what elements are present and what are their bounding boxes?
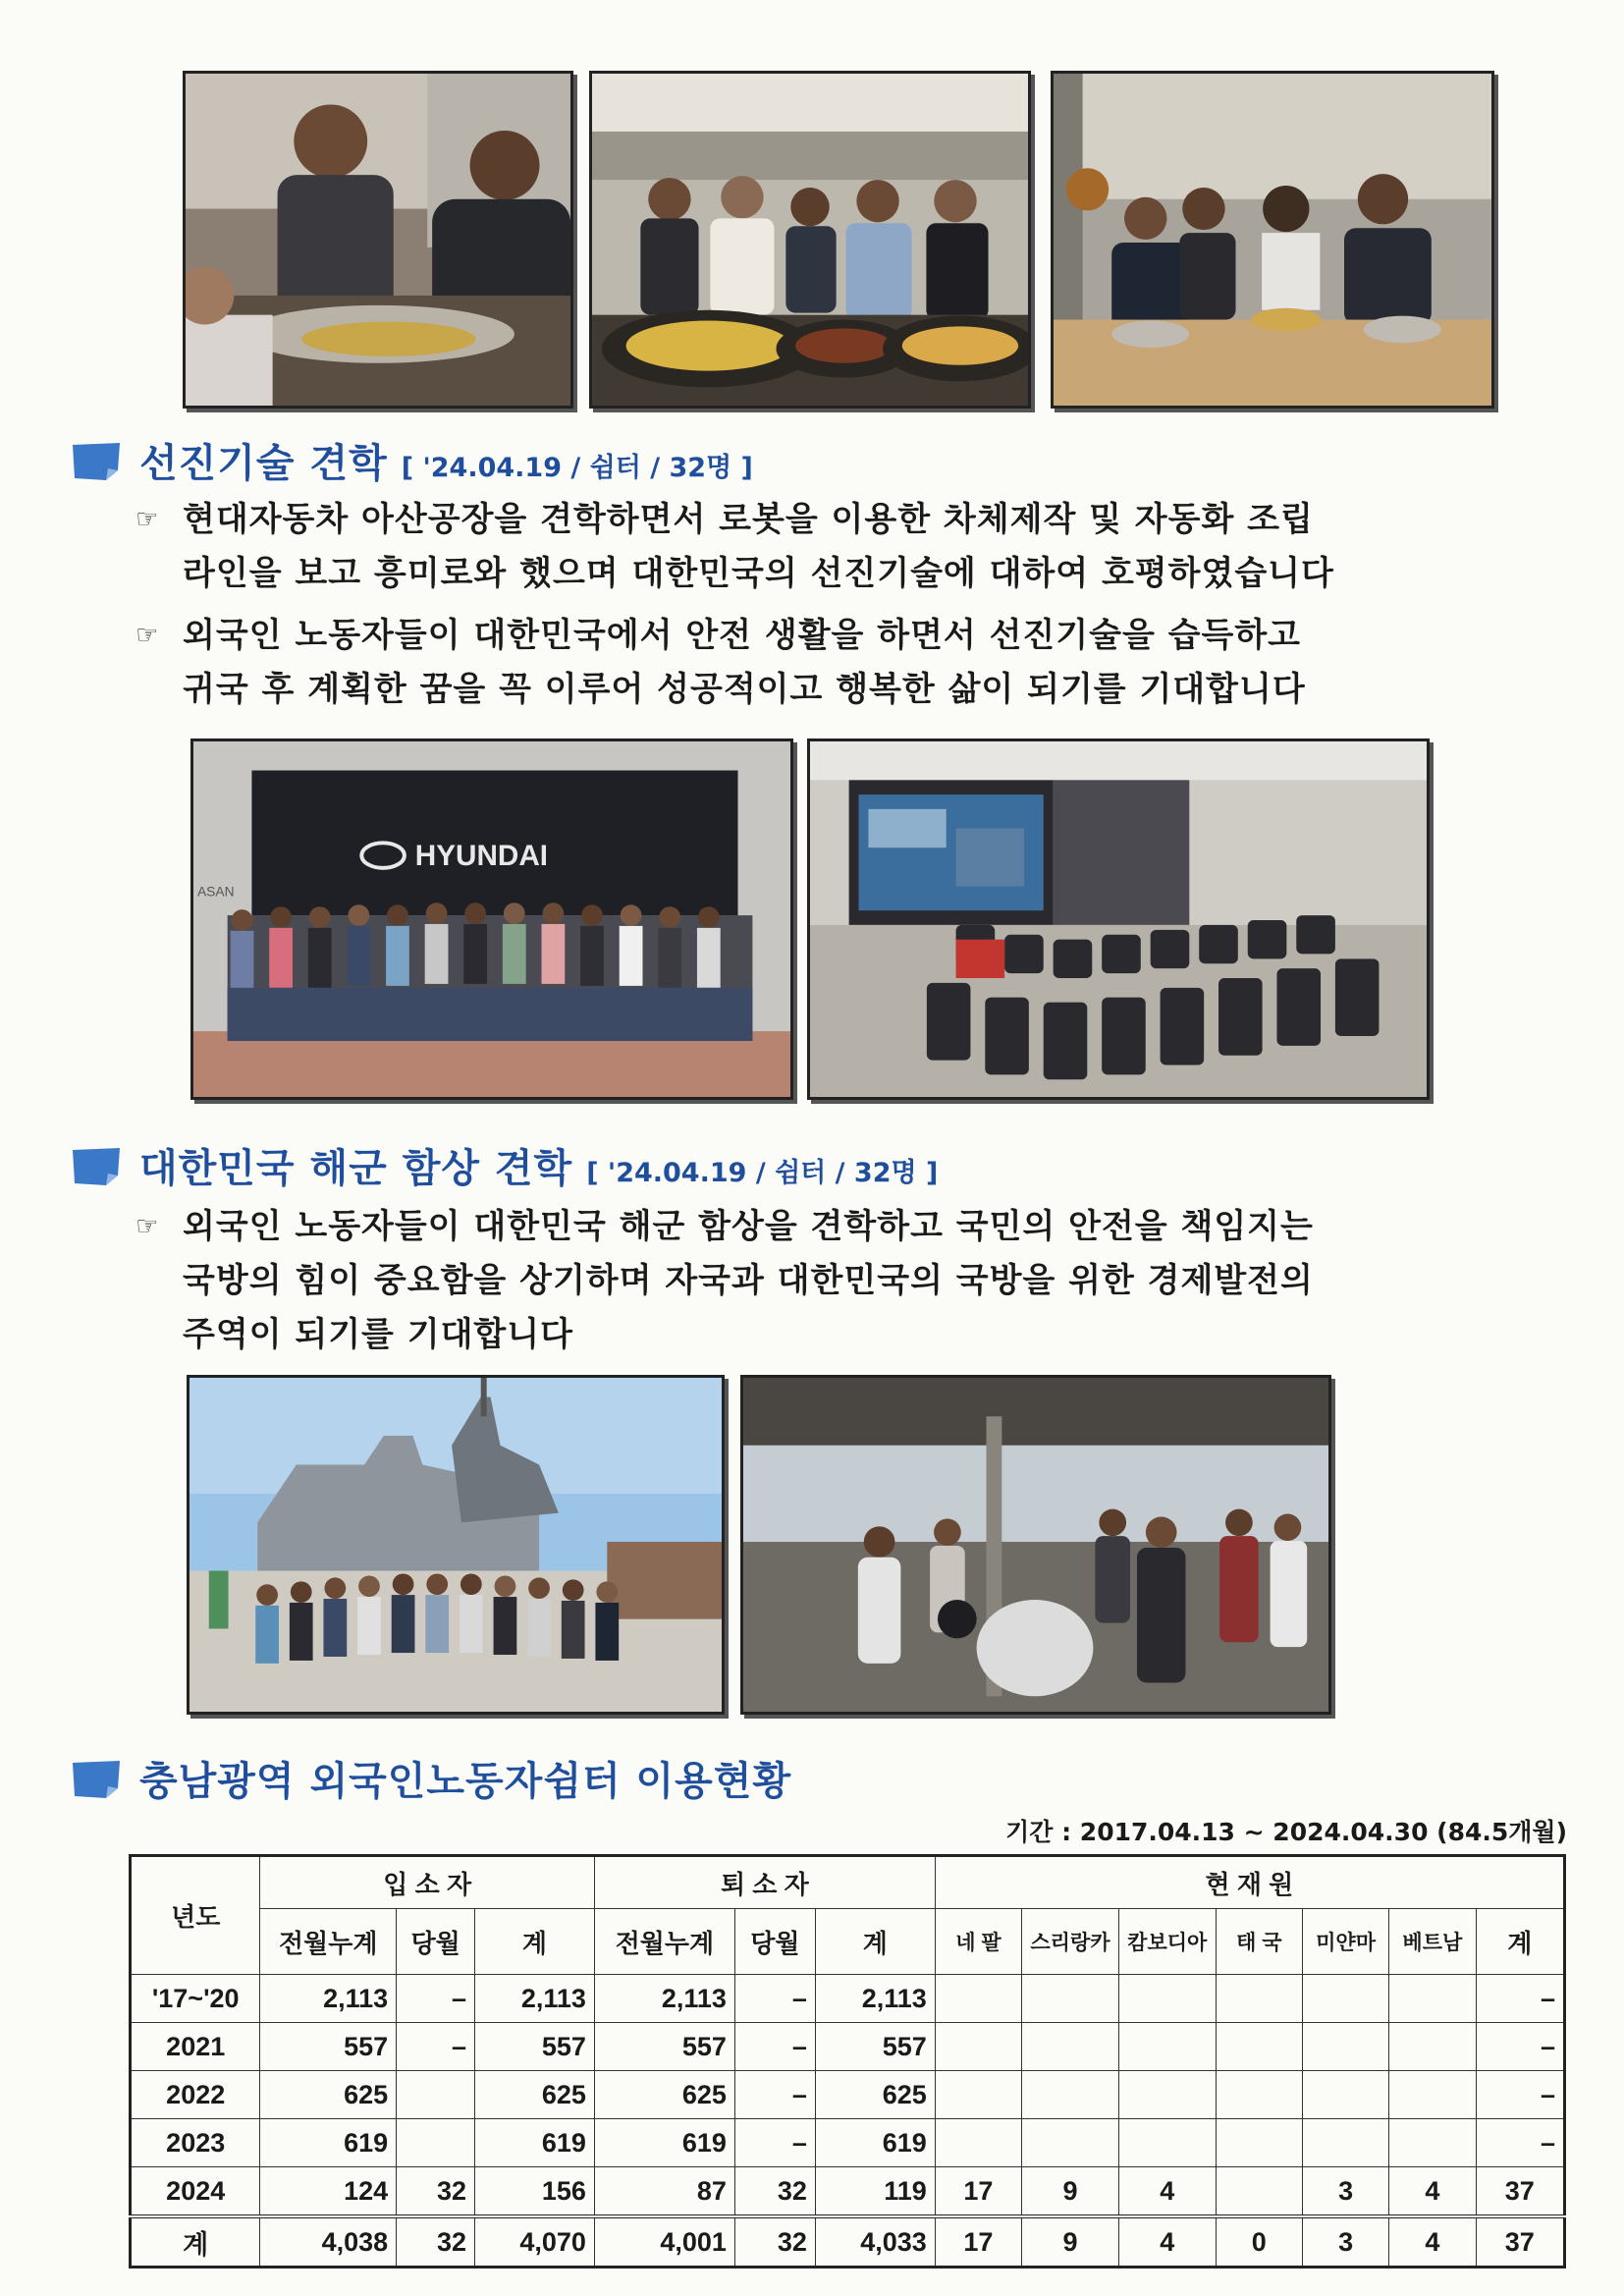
table-cell: 32 — [734, 2216, 815, 2268]
table-cell: 625 — [594, 2071, 734, 2119]
table-cell: – — [734, 2023, 815, 2071]
usage-table — [129, 1854, 1566, 2269]
header-cell: 네 팔 — [935, 1909, 1021, 1975]
table-body — [131, 1975, 1565, 2268]
header-cell: 계 — [475, 1909, 595, 1975]
bullet-item — [135, 609, 1306, 717]
table-cell: 4 — [1389, 2216, 1476, 2268]
table-cell: 557 — [594, 2023, 734, 2071]
bullet-line: 주역이 되기를 기대합니다 — [183, 1315, 573, 1354]
table-row — [131, 2071, 1565, 2119]
pointing-hand-icon: ☞ — [135, 621, 160, 650]
header-cell: 스리랑카 — [1022, 1909, 1119, 1975]
header-cell: 전월누계 — [260, 1909, 397, 1975]
bullet-line: 국방의 힘이 중요함을 상기하며 자국과 대한민국의 국방을 위한 경제발전의 — [183, 1261, 1314, 1300]
folded-note-icon — [71, 441, 122, 482]
table-cell: 625 — [815, 2071, 935, 2119]
table-cell — [1216, 2023, 1302, 2071]
table-cell — [1118, 2071, 1216, 2119]
asan-text: ASAN — [196, 883, 235, 900]
table-row — [131, 2216, 1565, 2268]
section-heading: 선진기술 견학 — [139, 441, 388, 486]
table-cell — [1302, 2023, 1388, 2071]
table-cell: 119 — [815, 2167, 935, 2217]
bullet-line: 라인을 보고 흥미로와 했으며 대한민국의 선진기술에 대하여 호평하였습니다 — [183, 554, 1334, 593]
table-cell: 4,038 — [260, 2216, 397, 2268]
table-cell — [1389, 2119, 1476, 2167]
table-cell: 4,033 — [815, 2216, 935, 2268]
table-cell: – — [397, 1975, 475, 2023]
table-cell — [935, 2071, 1021, 2119]
table-cell: 17 — [935, 2167, 1021, 2217]
table-cell — [1302, 2119, 1388, 2167]
table-cell: 156 — [475, 2167, 595, 2217]
table-cell — [1216, 2167, 1302, 2217]
table-cell: 37 — [1476, 2167, 1565, 2217]
bullet-item — [135, 1200, 1314, 1362]
table-cell: – — [1476, 1975, 1565, 2023]
row-year-cell: 2023 — [131, 2119, 260, 2167]
header-year: 년도 — [131, 1856, 260, 1975]
bullet-line: 귀국 후 계획한 꿈을 꼭 이루어 성공적이고 행복한 삶이 되기를 기대합니다 — [183, 670, 1306, 709]
header-cell: 전월누계 — [594, 1909, 734, 1975]
table-cell — [1216, 2071, 1302, 2119]
section-title-stats — [71, 1750, 791, 1806]
table-cell: 124 — [260, 2167, 397, 2217]
photo-cooking-1 — [183, 71, 573, 409]
bullet-item — [135, 493, 1334, 601]
table-cell: – — [1476, 2071, 1565, 2119]
table-cell: 557 — [260, 2023, 397, 2071]
table-cell: 3 — [1302, 2216, 1388, 2268]
table-cell: 2,113 — [260, 1975, 397, 2023]
table-cell: 619 — [815, 2119, 935, 2167]
row-year-cell: 2024 — [131, 2167, 260, 2217]
section-meta: [ '24.04.19 / 쉼터 / 32명 ] — [401, 453, 753, 483]
table-cell — [935, 1975, 1021, 2023]
table-cell: 4,070 — [475, 2216, 595, 2268]
header-cell: 미얀마 — [1302, 1909, 1388, 1975]
row-year-cell: 계 — [131, 2216, 260, 2268]
table-cell: 4 — [1118, 2216, 1216, 2268]
table-row — [131, 1975, 1565, 2023]
table-cell: 2,113 — [815, 1975, 935, 2023]
header-cell: 베트남 — [1389, 1909, 1476, 1975]
table-cell: 37 — [1476, 2216, 1565, 2268]
header-cell: 당월 — [397, 1909, 475, 1975]
table-cell — [397, 2119, 475, 2167]
pointing-hand-icon: ☞ — [135, 1212, 160, 1241]
table-cell: 4 — [1118, 2167, 1216, 2217]
table-cell: 625 — [475, 2071, 595, 2119]
table-cell: 32 — [397, 2216, 475, 2268]
table-cell: – — [1476, 2119, 1565, 2167]
table-cell: 557 — [475, 2023, 595, 2071]
table-cell: 3 — [1302, 2167, 1388, 2217]
table-cell — [1022, 1975, 1119, 2023]
table-cell — [1216, 1975, 1302, 2023]
table-cell: 2,113 — [594, 1975, 734, 2023]
table-cell — [1216, 2119, 1302, 2167]
header-cell: 당월 — [734, 1909, 815, 1975]
table-cell — [1118, 2023, 1216, 2071]
table-cell: 619 — [475, 2119, 595, 2167]
table-row — [131, 2119, 1565, 2167]
row-year-cell: 2021 — [131, 2023, 260, 2071]
table-cell: – — [397, 2023, 475, 2071]
pointing-hand-icon: ☞ — [135, 505, 160, 534]
header-cell: 계 — [815, 1909, 935, 1975]
bullet-line: 현대자동차 아산공장을 견학하면서 로봇을 이용한 차체제작 및 자동화 조립 — [183, 500, 1314, 539]
table-cell: 2,113 — [475, 1975, 595, 2023]
table-cell: 17 — [935, 2216, 1021, 2268]
table-cell: 557 — [815, 2023, 935, 2071]
table-row — [131, 2167, 1565, 2217]
bullet-line: 외국인 노동자들이 대한민국 해군 함상을 견학하고 국민의 안전을 책임지는 — [183, 1207, 1314, 1246]
table-cell: – — [734, 1975, 815, 2023]
table-cell — [1022, 2071, 1119, 2119]
table-cell — [1389, 2071, 1476, 2119]
table-cell — [1022, 2023, 1119, 2071]
table-cell — [935, 2023, 1021, 2071]
table-cell — [935, 2119, 1021, 2167]
photo-cooking-2 — [589, 71, 1031, 409]
table-cell: 9 — [1022, 2167, 1119, 2217]
photo-eating — [1051, 71, 1494, 409]
header-cell: 캄보디아 — [1118, 1909, 1216, 1975]
table-cell — [397, 2071, 475, 2119]
table-cell — [1389, 1975, 1476, 2023]
table-cell: 619 — [260, 2119, 397, 2167]
folded-note-icon — [71, 1146, 122, 1187]
table-cell: 9 — [1022, 2216, 1119, 2268]
period-text: 기간 : 2017.04.13 ~ 2024.04.30 (84.5개월) — [1005, 1818, 1567, 1846]
table-row — [131, 2023, 1565, 2071]
table-cell: 4,001 — [594, 2216, 734, 2268]
table-cell: 625 — [260, 2071, 397, 2119]
table-cell — [1022, 2119, 1119, 2167]
header-cell: 계 — [1476, 1909, 1565, 1975]
row-year-cell: 2022 — [131, 2071, 260, 2119]
section-title-navy — [71, 1137, 938, 1193]
header-group-out: 퇴 소 자 — [594, 1856, 935, 1909]
photo-hyundai-theater — [807, 738, 1430, 1100]
table-cell: 0 — [1216, 2216, 1302, 2268]
table-cell — [1302, 1975, 1388, 2023]
photo-navy-group — [187, 1375, 725, 1715]
header-group-current: 현 재 원 — [935, 1856, 1564, 1909]
row-year-cell: '17~'20 — [131, 1975, 260, 2023]
bullet-line: 외국인 노동자들이 대한민국에서 안전 생활을 하면서 선진기술을 습득하고 — [183, 616, 1302, 655]
table-cell: 32 — [734, 2167, 815, 2217]
table-cell: – — [1476, 2023, 1565, 2071]
table-cell — [1118, 2119, 1216, 2167]
table-cell — [1118, 1975, 1216, 2023]
table-cell: 619 — [594, 2119, 734, 2167]
table-cell: 32 — [397, 2167, 475, 2217]
table-cell — [1389, 2023, 1476, 2071]
section-heading: 대한민국 해군 함상 견학 — [139, 1146, 573, 1191]
photo-navy-bridge — [740, 1375, 1331, 1715]
header-cell: 태 국 — [1216, 1909, 1302, 1975]
photo-hyundai-group — [190, 738, 793, 1100]
section-heading: 충남광역 외국인노동자쉼터 이용현황 — [139, 1759, 792, 1804]
folded-note-icon — [71, 1759, 122, 1800]
table-cell — [1302, 2071, 1388, 2119]
hyundai-logo-text: HYUNDAI — [414, 839, 549, 872]
table-cell: 4 — [1389, 2167, 1476, 2217]
table-cell: – — [734, 2071, 815, 2119]
table-cell: 87 — [594, 2167, 734, 2217]
section-title-tech — [71, 432, 753, 488]
section-meta: [ '24.04.19 / 쉼터 / 32명 ] — [586, 1158, 939, 1188]
header-group-in: 입 소 자 — [260, 1856, 595, 1909]
table-cell: – — [734, 2119, 815, 2167]
